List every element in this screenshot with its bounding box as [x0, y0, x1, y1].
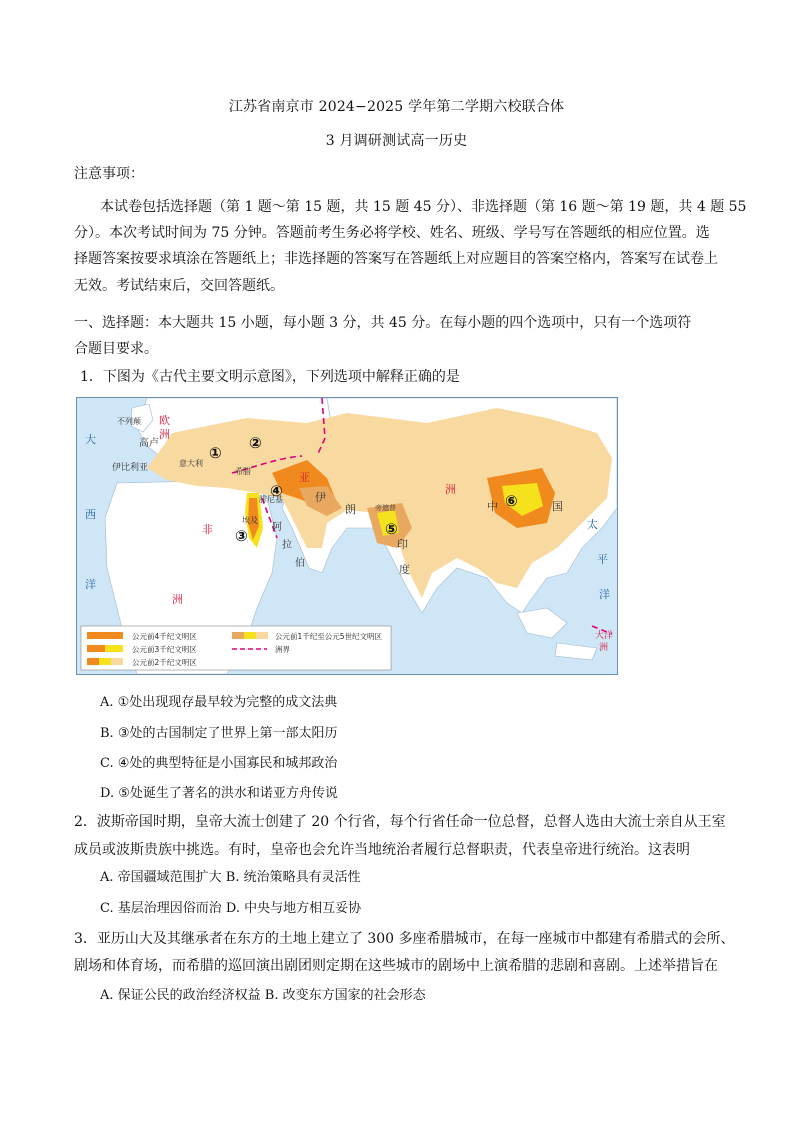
- map-marker-6: ⑥: [505, 492, 518, 510]
- map-label-bo: 伯: [295, 558, 305, 569]
- map-label-yin: 印: [397, 538, 408, 551]
- section-heading: 一、选择题：本大题共 15 小题，每小题 3 分，共 45 分。在每小题的四个选项中，只有一个选项符: [74, 315, 692, 331]
- exam-title: 江苏省南京市 2024−2025 学年第二学期六校联合体: [228, 99, 565, 115]
- map-label-dayang-zhou: 洲: [599, 643, 609, 653]
- map-label-dayang: 大洋: [595, 631, 614, 641]
- map-label-da: 大: [85, 433, 96, 446]
- q2-options-cd: C. 基层治理因俗而治 D. 中央与地方相互妥协: [100, 901, 362, 916]
- map-label-guo: 国: [552, 500, 563, 513]
- map-label-yi: 伊: [315, 491, 326, 504]
- map-label-buliedian: 不列颠: [117, 417, 141, 426]
- q1-option-a: A. ①处出现现存最早较为完整的成文法典: [100, 695, 338, 710]
- map-label-ping: 平: [597, 553, 608, 566]
- section-heading-cont: 合题目要求。: [74, 341, 158, 357]
- map-label-la: 拉: [282, 540, 292, 551]
- map-marker-1: ①: [209, 444, 222, 462]
- map-label-punjab: 旁遮普: [375, 504, 396, 512]
- map-label-zhou-af: 洲: [172, 593, 183, 606]
- map-label-tai: 太: [587, 518, 598, 531]
- notice-line: 择题答案按要求填涂在答题纸上；非选择题的答案写在答题纸上对应题目的答案空格内，答案写在试卷上: [74, 251, 718, 267]
- ancient-civilizations-map: [76, 397, 618, 675]
- map-label-lang: 朗: [345, 503, 356, 516]
- map-legend: [81, 626, 391, 670]
- question-3-stem-cont: 剧场和体育场，而希腊的巡回演出剧团则定期在这些城市的剧场中上演希腊的悲剧和喜剧。上述举措旨在: [74, 958, 718, 974]
- map-label-yang-right: 洋: [599, 588, 610, 601]
- map-marker-5: ⑤: [385, 520, 398, 538]
- q2-options-ab: A. 帝国疆域范围扩大 B. 统治策略具有灵活性: [100, 870, 361, 885]
- legend-item-2: 公元前3千纪文明区: [132, 645, 197, 654]
- legend-item-5: 洲界: [275, 645, 290, 654]
- notice-heading: 注意事项：: [74, 166, 144, 182]
- question-3-stem: 3．亚历山大及其继承者在东方的土地上建立了 300 多座希腊城市，在每一座城市中都建有希腊式的会所、: [74, 931, 735, 947]
- notice-line: 分）。本次考试时间为 75 分钟。答题前考生务必将学校、姓名、班级、学号写在答题纸的相应位置。选: [74, 225, 710, 241]
- map-label-yidali: 意大利: [179, 459, 203, 468]
- q1-option-c: C. ④处的典型特征是小国寡民和城邦政治: [100, 756, 338, 771]
- legend-item-4: 公元前1千纪至公元5世纪文明区: [275, 632, 383, 641]
- map-label-aiji: 埃及: [242, 516, 258, 525]
- map-label-zhou-as: 洲: [445, 483, 456, 496]
- q1-option-d: D. ⑤处诞生了著名的洪水和诺亚方舟传说: [100, 786, 338, 801]
- legend-item-1: 公元前4千纪文明区: [132, 632, 197, 641]
- map-label-fei: 非: [202, 523, 213, 536]
- q1-option-b: B. ③处的古国制定了世界上第一部太阳历: [100, 726, 338, 741]
- map-label-a: 阿: [272, 522, 282, 533]
- map-label-yibiliya: 伊比利亚: [112, 463, 149, 473]
- map-label-xi: 西: [85, 508, 96, 521]
- legend-item-3: 公元前2千纪文明区: [132, 658, 197, 667]
- notice-line: 无效。考试结束后，交回答题纸。: [74, 278, 284, 294]
- map-label-yang-left: 洋: [85, 578, 96, 591]
- notice-line: 本试卷包括选择题（第 1 题～第 15 题，共 15 题 45 分）、非选择题（第 16 题～第 19 题，共 4 题 55: [100, 199, 747, 215]
- map-label-feinijike: 腓尼基: [259, 495, 283, 504]
- map-label-zhou-eu: 洲: [159, 428, 170, 441]
- map-label-ou: 欧: [159, 414, 170, 427]
- map-marker-4: ④: [270, 482, 283, 500]
- q3-options-ab: A. 保证公民的政治经济权益 B. 改变东方国家的社会形态: [100, 988, 426, 1003]
- map-marker-3: ③: [235, 527, 248, 545]
- exam-subtitle: 3 月调研测试高一历史: [325, 133, 468, 149]
- question-2-stem: 2．波斯帝国时期，皇帝大流士创建了 20 个行省，每个行省任命一位总督，总督人选由大流士亲自从王室: [74, 814, 726, 830]
- map-label-gaolu: 高卢: [139, 438, 159, 449]
- map-marker-2: ②: [249, 434, 262, 452]
- map-label-xila: 希腊: [235, 467, 251, 476]
- question-1-stem: 1．下图为《古代主要文明示意图》，下列选项中解释正确的是: [80, 369, 460, 385]
- map-label-zhong: 中: [487, 500, 498, 513]
- question-2-stem-cont: 成员或波斯贵族中挑选。有时，皇帝也会允许当地统治者履行总督职责，代表皇帝进行统治。这表明: [74, 842, 690, 858]
- map-label-du: 度: [399, 563, 410, 576]
- map-label-ya: 亚: [299, 471, 310, 484]
